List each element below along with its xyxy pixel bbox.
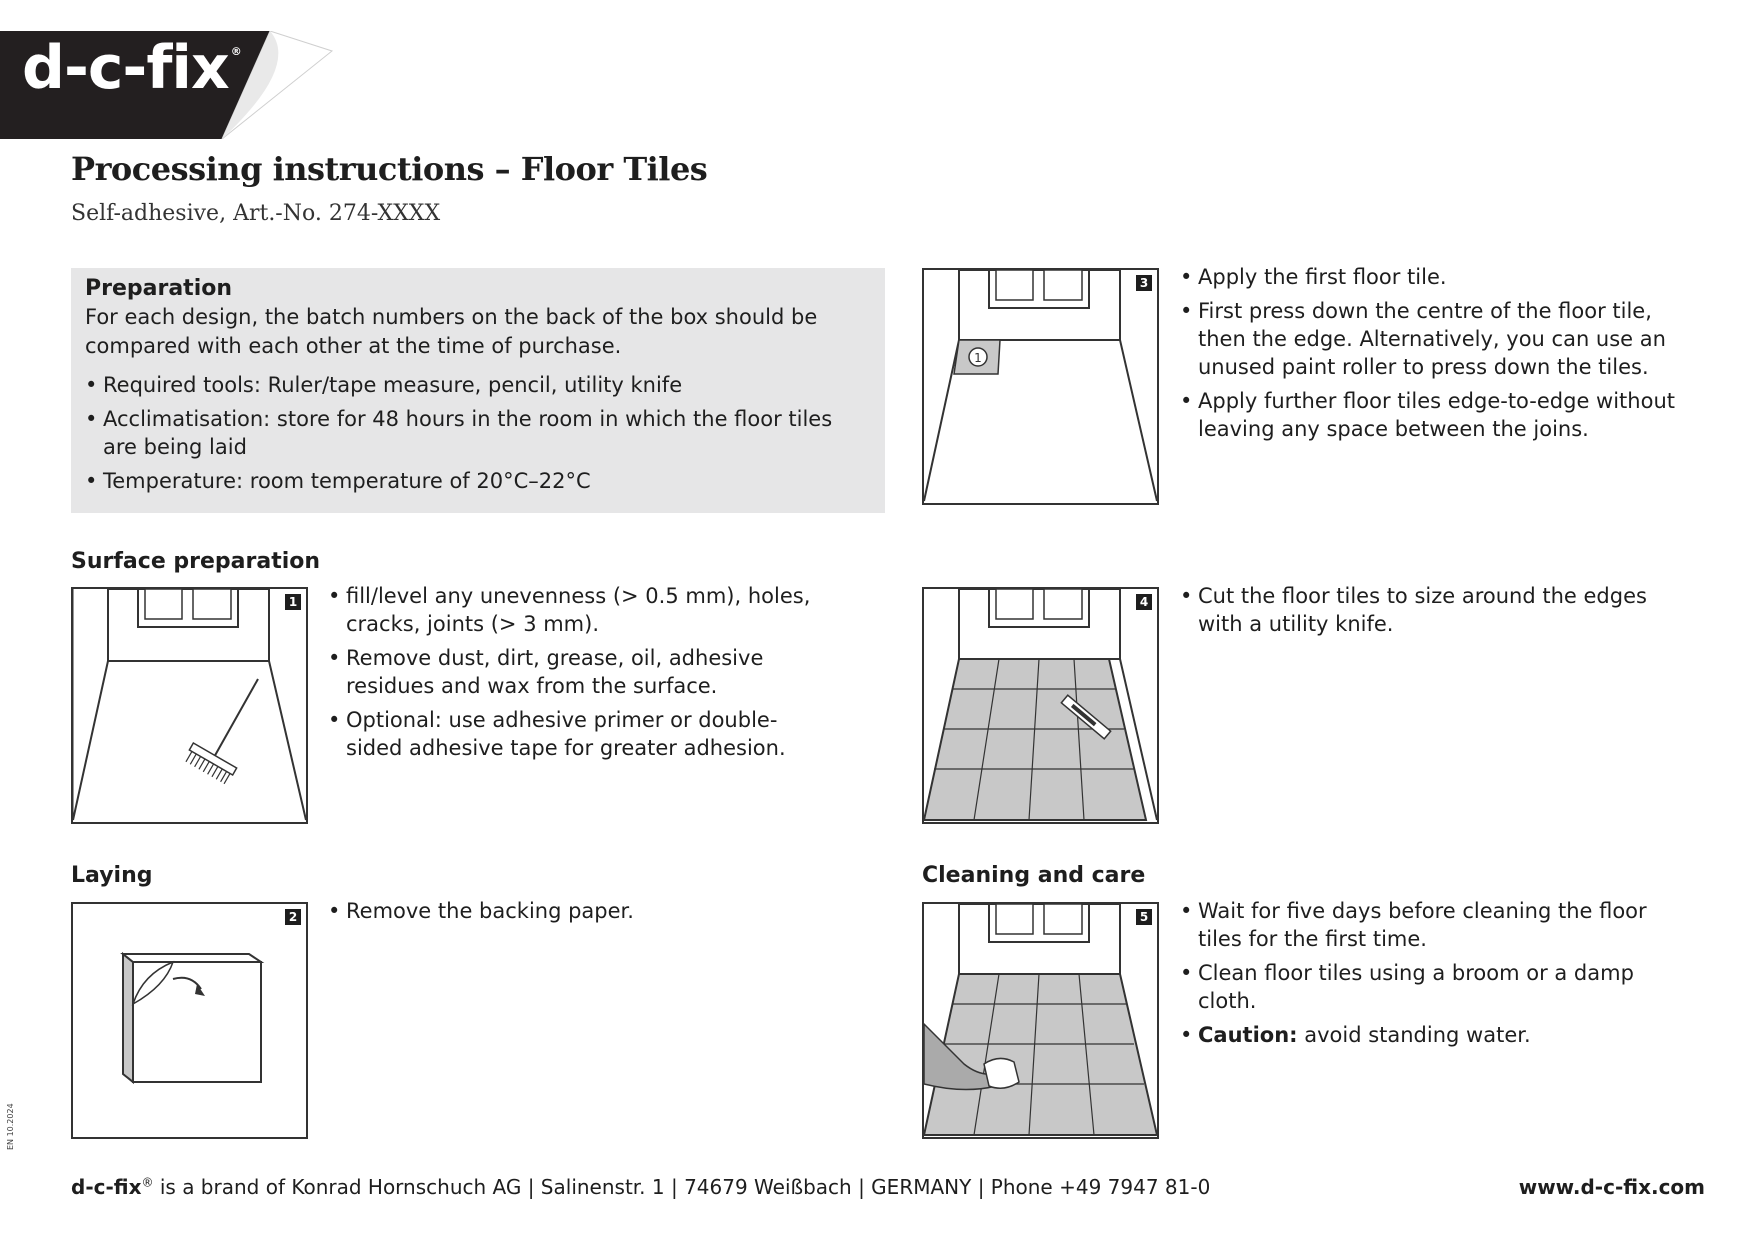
page-title: Processing instructions – Floor Tiles (71, 150, 708, 188)
list-item: • Apply further floor tiles edge-to-edge without leaving any space between the joins. (1180, 387, 1680, 443)
cleaning-heading: Cleaning and care (922, 863, 1146, 888)
list-item: • Temperature: room temperature of 20°C–22°C (85, 467, 871, 495)
backing-paper-illustration (73, 904, 306, 1137)
tile-marker-label: 1 (974, 351, 982, 365)
footer-text: is a brand of Konrad Hornschuch AG | Salinenstr. 1 | 74679 Weißbach | GERMANY | Phone +49 7947 81-0 (153, 1175, 1211, 1199)
footer-reg: ® (141, 1175, 154, 1190)
logo-wordmark: d-c-fix ® (22, 33, 241, 103)
step-badge: 3 (1136, 275, 1152, 291)
preparation-list (85, 371, 871, 495)
list-item: • Acclimatisation: store for 48 hours in the room in which the floor tiles are being laid (85, 405, 871, 461)
cutting-tiles-illustration (924, 589, 1157, 822)
footer-website-link[interactable]: www.d-c-fix.com (1518, 1175, 1705, 1199)
document-code: EN 10.2024 (6, 1103, 15, 1150)
list-item: • Cut the floor tiles to size around the edges with a utility knife. (1180, 582, 1680, 638)
page-subtitle: Self-adhesive, Art.-No. 274-XXXX (71, 201, 441, 226)
list-item: • Required tools: Ruler/tape measure, pencil, utility knife (85, 371, 871, 399)
step3-list (1180, 263, 1680, 449)
laying-list (328, 897, 828, 931)
step-badge: 5 (1136, 909, 1152, 925)
cleaning-illustration (924, 904, 1157, 1137)
figure-step-1 (71, 587, 308, 824)
step-badge: 1 (285, 594, 301, 610)
step-badge: 4 (1136, 594, 1152, 610)
list-item: • First press down the centre of the floor tile, then the edge. Alternatively, you can use an unused paint roller to press down the tiles. (1180, 297, 1680, 381)
step4-list (1180, 582, 1680, 644)
list-item: • Apply the first floor tile. (1180, 263, 1680, 291)
surface-preparation-heading: Surface preparation (71, 549, 321, 574)
caution-text: avoid standing water. (1297, 1023, 1531, 1047)
preparation-intro: For each design, the batch numbers on the back of the box should be compared with each other at the time of purchase. (85, 305, 818, 358)
list-item: • Remove dust, dirt, grease, oil, adhesive residues and wax from the surface. (328, 644, 828, 700)
footer-brand: d-c-fix (71, 1175, 142, 1199)
figure-step-2 (71, 902, 308, 1139)
step-badge: 2 (285, 909, 301, 925)
figure-step-4 (922, 587, 1159, 824)
caution-label: Caution: (1198, 1023, 1298, 1047)
room-broom-illustration (73, 589, 306, 822)
figure-step-3 (922, 268, 1159, 505)
list-item: • Remove the backing paper. (328, 897, 828, 925)
caution-item (1180, 1021, 1680, 1049)
list-item: • fill/level any unevenness (> 0.5 mm), holes, cracks, joints (> 3 mm). (328, 582, 828, 638)
preparation-heading: Preparation (85, 276, 233, 301)
first-tile-illustration (924, 270, 1157, 503)
list-item: • Clean floor tiles using a broom or a damp cloth. (1180, 959, 1680, 1015)
laying-heading: Laying (71, 863, 153, 888)
figure-step-5 (922, 902, 1159, 1139)
preparation-box (71, 268, 885, 513)
surface-preparation-list (328, 582, 828, 768)
cleaning-list (1180, 897, 1680, 1055)
list-item: • Wait for five days before cleaning the floor tiles for the first time. (1180, 897, 1680, 953)
footer-address (71, 1175, 1210, 1199)
list-item: • Optional: use adhesive primer or double-sided adhesive tape for greater adhesion. (328, 706, 828, 762)
